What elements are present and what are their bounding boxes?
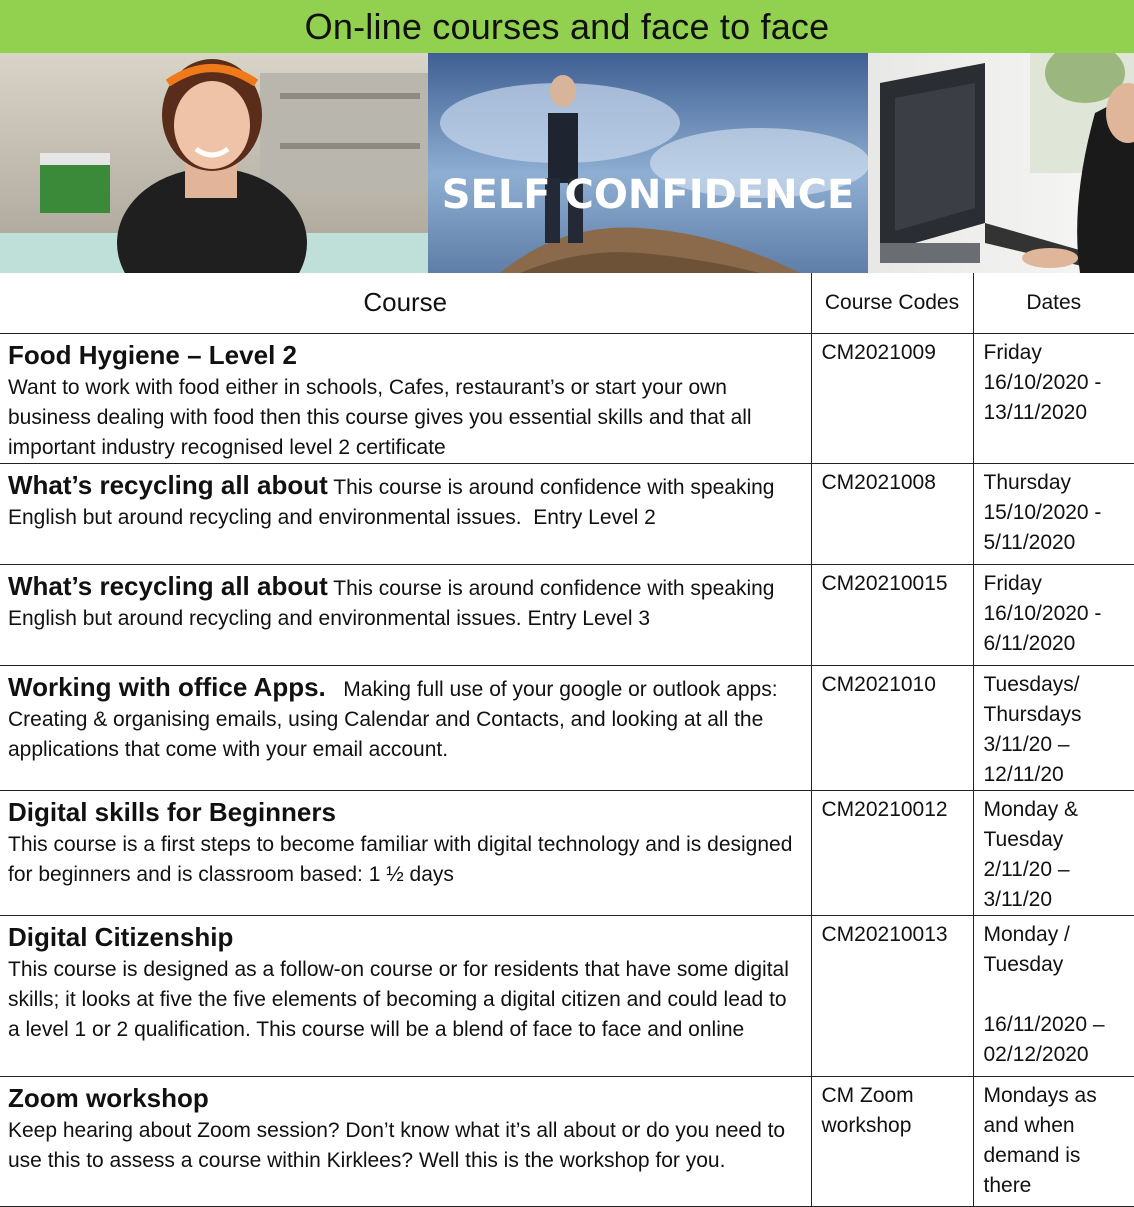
page-banner — [0, 0, 1134, 53]
course-title: Food Hygiene – Level 2 — [8, 339, 297, 370]
course-cell — [0, 564, 811, 665]
course-code: CM20210013 — [811, 915, 973, 1076]
course-cell — [0, 1076, 811, 1206]
course-description: Keep hearing about Zoom session? Don’t know what it’s all about or do you need to use this to assess a course within Kirklees? Well this is the workshop for you. — [8, 1118, 791, 1172]
course-dates: Friday 16/10/2020 - 6/11/2020 — [973, 564, 1134, 665]
course-description: This course is a first steps to become familiar with digital technology and is designed for beginners and is classroom based: 1 ½ days — [8, 832, 799, 886]
header-course: Course — [0, 273, 811, 333]
course-dates: Mondays as and when demand is there — [973, 1076, 1134, 1206]
course-dates: Monday & Tuesday 2/11/20 – 3/11/20 — [973, 790, 1134, 915]
table-header-row — [0, 273, 1134, 333]
courses-table — [0, 273, 1134, 1207]
header-dates: Dates — [973, 273, 1134, 333]
header-course-codes: Course Codes — [811, 273, 973, 333]
course-cell — [0, 665, 811, 790]
course-title: What’s recycling all about — [8, 570, 328, 601]
course-code: CM20210015 — [811, 564, 973, 665]
course-code: CM20210012 — [811, 790, 973, 915]
photo-strip — [0, 53, 1134, 273]
course-title: Zoom workshop — [8, 1082, 209, 1113]
course-description: Making full use of your google or outlook apps: Creating & organising emails, using Calendar and Contacts, and looking at all the applications that come with your email account. — [8, 677, 784, 761]
course-dates: Tuesdays/ Thursdays 3/11/20 – 12/11/20 — [973, 665, 1134, 790]
course-dates: Monday / Tuesday 16/11/2020 – 02/12/2020 — [973, 915, 1134, 1076]
table-row — [0, 915, 1134, 1076]
self-confidence-photo — [428, 53, 870, 273]
course-cell — [0, 915, 811, 1076]
page-title: On-line courses and face to face — [304, 5, 830, 47]
course-description: This course is around confidence with speaking English but around recycling and environmental issues. Entry Level 2 — [8, 475, 781, 529]
self-confidence-caption: SELF CONFIDENCE — [441, 172, 855, 218]
table-row — [0, 564, 1134, 665]
course-cell — [0, 333, 811, 463]
course-title: Digital Citizenship — [8, 921, 234, 952]
course-cell — [0, 463, 811, 564]
course-description: Want to work with food either in schools, Cafes, restaurant’s or start your own business dealing with food then this course gives you essential skills and that all important industry recognised level 2 certificate — [8, 375, 758, 459]
course-title: What’s recycling all about — [8, 469, 328, 500]
course-title: Working with office Apps. — [8, 671, 326, 702]
table-row — [0, 665, 1134, 790]
table-row — [0, 463, 1134, 564]
course-description: This course is around confidence with speaking English but around recycling and environmental issues. Entry Level 3 — [8, 576, 781, 630]
course-code: CM2021008 — [811, 463, 973, 564]
course-code: CM Zoom workshop — [811, 1076, 973, 1206]
course-dates: Thursday 15/10/2020 - 5/11/2020 — [973, 463, 1134, 564]
course-dates: Friday 16/10/2020 - 13/11/2020 — [973, 333, 1134, 463]
food-worker-photo — [0, 53, 428, 273]
office-computer-photo — [868, 53, 1134, 273]
table-row — [0, 333, 1134, 463]
course-code: CM2021009 — [811, 333, 973, 463]
course-description: This course is designed as a follow-on course or for residents that have some digital skills; it looks at five the five elements of becoming a digital citizen and could lead to a level 1 or 2 qualification. This course will be a blend of face to face and online — [8, 957, 795, 1041]
table-row — [0, 1076, 1134, 1206]
table-row — [0, 790, 1134, 915]
course-code: CM2021010 — [811, 665, 973, 790]
course-cell — [0, 790, 811, 915]
course-title: Digital skills for Beginners — [8, 796, 336, 827]
